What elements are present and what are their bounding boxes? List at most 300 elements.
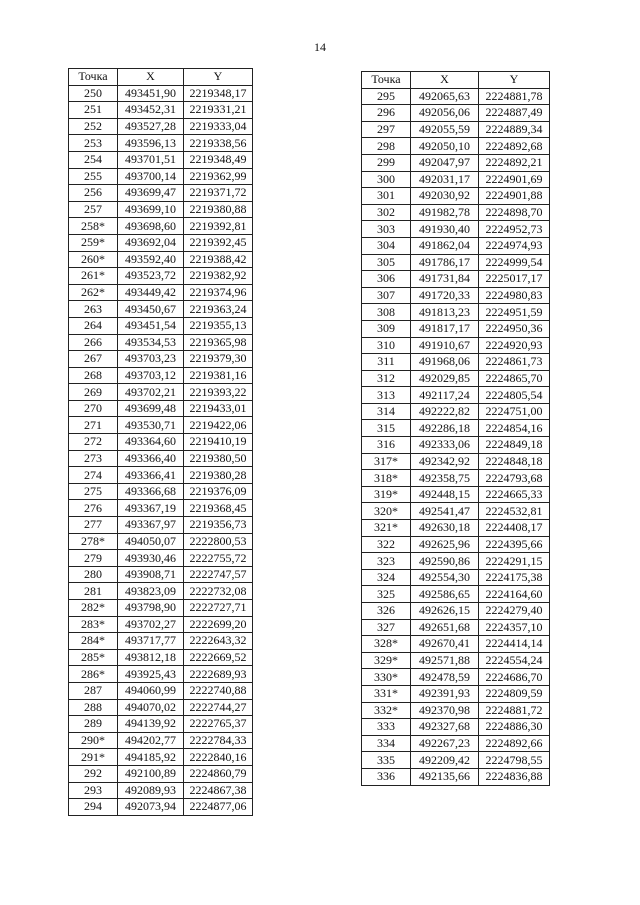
x-cell: 492047,97 (411, 154, 479, 171)
table-row (362, 669, 550, 686)
y-cell: 2219362,99 (184, 168, 253, 185)
table-row (362, 138, 550, 155)
point-cell: 321* (362, 520, 411, 537)
x-cell: 491910,67 (411, 337, 479, 354)
point-cell: 302 (362, 204, 411, 221)
table-row (69, 400, 253, 417)
table-row (362, 304, 550, 321)
table-row (362, 553, 550, 570)
x-cell: 493451,54 (118, 317, 184, 334)
point-cell: 266 (69, 334, 118, 351)
table-row (69, 616, 253, 633)
point-cell: 267 (69, 351, 118, 368)
column-header-x: X (118, 69, 184, 86)
y-cell: 2224974,93 (479, 237, 550, 254)
table-row (362, 271, 550, 288)
x-cell: 491982,78 (411, 204, 479, 221)
y-cell: 2224952,73 (479, 221, 550, 238)
point-cell: 254 (69, 151, 118, 168)
point-cell: 298 (362, 138, 411, 155)
column-header-x: X (411, 72, 479, 89)
y-cell: 2224892,21 (479, 154, 550, 171)
x-cell: 494060,99 (118, 682, 184, 699)
point-cell: 293 (69, 782, 118, 799)
table-row (69, 284, 253, 301)
table-row (362, 486, 550, 503)
y-cell: 2224357,10 (479, 619, 550, 636)
point-cell: 296 (362, 105, 411, 122)
table-row (69, 384, 253, 401)
point-cell: 327 (362, 619, 411, 636)
point-cell: 335 (362, 752, 411, 769)
point-cell: 307 (362, 287, 411, 304)
y-cell: 2222755,72 (184, 550, 253, 567)
point-cell: 306 (362, 271, 411, 288)
point-cell: 255 (69, 168, 118, 185)
x-cell: 494070,02 (118, 699, 184, 716)
table-row (69, 649, 253, 666)
table-row (69, 682, 253, 699)
y-cell: 2222732,08 (184, 583, 253, 600)
y-cell: 2224793,68 (479, 470, 550, 487)
table-row (362, 636, 550, 653)
x-cell: 493366,40 (118, 450, 184, 467)
x-cell: 493367,19 (118, 500, 184, 517)
point-cell: 313 (362, 387, 411, 404)
point-cell: 264 (69, 317, 118, 334)
x-cell: 492590,86 (411, 553, 479, 570)
x-cell: 491968,06 (411, 354, 479, 371)
y-cell: 2219393,22 (184, 384, 253, 401)
table-row (69, 185, 253, 202)
table-row (69, 765, 253, 782)
y-cell: 2219380,50 (184, 450, 253, 467)
y-cell: 2219363,24 (184, 301, 253, 318)
x-cell: 493703,12 (118, 367, 184, 384)
table-row (69, 367, 253, 384)
point-cell: 336 (362, 768, 411, 785)
x-cell: 493366,41 (118, 467, 184, 484)
y-cell: 2224532,81 (479, 503, 550, 520)
x-cell: 493449,42 (118, 284, 184, 301)
page-number: 14 (314, 40, 326, 54)
x-cell: 492333,06 (411, 437, 479, 454)
table-row (69, 500, 253, 517)
x-cell: 492135,66 (411, 768, 479, 785)
x-cell: 493530,71 (118, 417, 184, 434)
x-cell: 493925,43 (118, 666, 184, 683)
y-cell: 2219333,04 (184, 118, 253, 135)
table-row (69, 517, 253, 534)
y-cell: 2224279,40 (479, 603, 550, 620)
table-row (362, 154, 550, 171)
point-cell: 289 (69, 716, 118, 733)
point-cell: 284* (69, 633, 118, 650)
point-cell: 273 (69, 450, 118, 467)
point-cell: 316 (362, 437, 411, 454)
x-cell: 493366,68 (118, 483, 184, 500)
table-row (362, 503, 550, 520)
y-cell: 2224164,60 (479, 586, 550, 603)
point-cell: 315 (362, 420, 411, 437)
table-row (69, 268, 253, 285)
table-row (362, 387, 550, 404)
table-row (69, 85, 253, 102)
x-cell: 492630,18 (411, 520, 479, 537)
table-row (362, 403, 550, 420)
table-row (69, 699, 253, 716)
y-cell: 2222747,57 (184, 566, 253, 583)
point-cell: 263 (69, 301, 118, 318)
x-cell: 492342,92 (411, 453, 479, 470)
point-cell: 256 (69, 185, 118, 202)
y-cell: 2224291,15 (479, 553, 550, 570)
x-cell: 492391,93 (411, 685, 479, 702)
x-cell: 492030,92 (411, 188, 479, 205)
point-cell: 279 (69, 550, 118, 567)
point-cell: 285* (69, 649, 118, 666)
table-row (362, 105, 550, 122)
point-cell: 292 (69, 765, 118, 782)
y-cell: 2224901,69 (479, 171, 550, 188)
table-row (362, 204, 550, 221)
x-cell: 492586,65 (411, 586, 479, 603)
x-cell: 491817,17 (411, 320, 479, 337)
y-cell: 2224798,55 (479, 752, 550, 769)
table-row (69, 749, 253, 766)
table-row (69, 317, 253, 334)
point-cell: 330* (362, 669, 411, 686)
x-cell: 491813,23 (411, 304, 479, 321)
y-cell: 2222800,53 (184, 533, 253, 550)
point-cell: 277 (69, 517, 118, 534)
point-cell: 281 (69, 583, 118, 600)
table-row (362, 520, 550, 537)
y-cell: 2224901,88 (479, 188, 550, 205)
point-cell: 290* (69, 732, 118, 749)
table-row (69, 716, 253, 733)
point-cell: 322 (362, 536, 411, 553)
x-cell: 493596,13 (118, 135, 184, 152)
table-row (69, 533, 253, 550)
table-row (69, 417, 253, 434)
y-cell: 2222669,52 (184, 649, 253, 666)
point-cell: 326 (362, 603, 411, 620)
table-row (362, 470, 550, 487)
x-cell: 493534,53 (118, 334, 184, 351)
point-cell: 334 (362, 735, 411, 752)
y-cell: 2225017,17 (479, 271, 550, 288)
y-cell: 2219388,42 (184, 251, 253, 268)
x-cell: 493698,60 (118, 218, 184, 235)
y-cell: 2222727,71 (184, 600, 253, 617)
x-cell: 493592,40 (118, 251, 184, 268)
point-cell: 320* (362, 503, 411, 520)
y-cell: 2224886,30 (479, 719, 550, 736)
table-row (69, 334, 253, 351)
x-cell: 493717,77 (118, 633, 184, 650)
x-cell: 492222,82 (411, 403, 479, 420)
x-cell: 492117,24 (411, 387, 479, 404)
x-cell: 494050,07 (118, 533, 184, 550)
y-cell: 2224980,83 (479, 287, 550, 304)
point-cell: 269 (69, 384, 118, 401)
x-cell: 493930,46 (118, 550, 184, 567)
x-cell: 491731,84 (411, 271, 479, 288)
point-cell: 319* (362, 486, 411, 503)
point-cell: 323 (362, 553, 411, 570)
y-cell: 2219338,56 (184, 135, 253, 152)
x-cell: 492209,42 (411, 752, 479, 769)
y-cell: 2224892,68 (479, 138, 550, 155)
x-cell: 492625,96 (411, 536, 479, 553)
point-cell: 294 (69, 799, 118, 816)
point-cell: 332* (362, 702, 411, 719)
x-cell: 492100,89 (118, 765, 184, 782)
y-cell: 2219379,30 (184, 351, 253, 368)
point-cell: 309 (362, 320, 411, 337)
table-row (69, 583, 253, 600)
table-header-row (362, 72, 550, 89)
table-row (362, 420, 550, 437)
y-cell: 2219356,73 (184, 517, 253, 534)
y-cell: 2224865,70 (479, 370, 550, 387)
x-cell: 494139,92 (118, 716, 184, 733)
x-cell: 493812,18 (118, 649, 184, 666)
point-cell: 276 (69, 500, 118, 517)
y-cell: 2224848,18 (479, 453, 550, 470)
y-cell: 2224881,78 (479, 88, 550, 105)
y-cell: 2219381,16 (184, 367, 253, 384)
x-cell: 493450,67 (118, 301, 184, 318)
table-row (69, 168, 253, 185)
point-cell: 308 (362, 304, 411, 321)
point-cell: 251 (69, 102, 118, 119)
y-cell: 2219376,09 (184, 483, 253, 500)
y-cell: 2219392,45 (184, 234, 253, 251)
x-cell: 493798,90 (118, 600, 184, 617)
table-row (69, 483, 253, 500)
point-cell: 287 (69, 682, 118, 699)
table-row (362, 619, 550, 636)
table-row (362, 171, 550, 188)
table-row (69, 351, 253, 368)
y-cell: 2224665,33 (479, 486, 550, 503)
table-row (69, 434, 253, 451)
point-cell: 328* (362, 636, 411, 653)
table-row (362, 702, 550, 719)
x-cell: 491720,33 (411, 287, 479, 304)
y-cell: 2222643,32 (184, 633, 253, 650)
x-cell: 493451,90 (118, 85, 184, 102)
table-row (69, 450, 253, 467)
column-header-point: Точка (69, 69, 118, 86)
point-cell: 271 (69, 417, 118, 434)
point-cell: 259* (69, 234, 118, 251)
x-cell: 492089,93 (118, 782, 184, 799)
x-cell: 493701,51 (118, 151, 184, 168)
y-cell: 2224861,73 (479, 354, 550, 371)
y-cell: 2219355,13 (184, 317, 253, 334)
x-cell: 493523,72 (118, 268, 184, 285)
table-row (362, 188, 550, 205)
y-cell: 2219374,96 (184, 284, 253, 301)
table-row (362, 354, 550, 371)
point-cell: 318* (362, 470, 411, 487)
x-cell: 492073,94 (118, 799, 184, 816)
y-cell: 2219348,17 (184, 85, 253, 102)
coordinates-table-left (68, 68, 253, 816)
x-cell: 493702,27 (118, 616, 184, 633)
y-cell: 2219348,49 (184, 151, 253, 168)
point-cell: 278* (69, 533, 118, 550)
point-cell: 261* (69, 268, 118, 285)
point-cell: 253 (69, 135, 118, 152)
y-cell: 2224877,06 (184, 799, 253, 816)
point-cell: 291* (69, 749, 118, 766)
table-row (69, 218, 253, 235)
table-row (362, 370, 550, 387)
table-row (362, 88, 550, 105)
x-cell: 492055,59 (411, 121, 479, 138)
x-cell: 493703,23 (118, 351, 184, 368)
point-cell: 283* (69, 616, 118, 633)
table-row (362, 752, 550, 769)
table-header-row (69, 69, 253, 86)
y-cell: 2219365,98 (184, 334, 253, 351)
column-header-y: Y (184, 69, 253, 86)
x-cell: 492651,68 (411, 619, 479, 636)
x-cell: 492029,85 (411, 370, 479, 387)
table-row (362, 652, 550, 669)
y-cell: 2224849,18 (479, 437, 550, 454)
x-cell: 491786,17 (411, 254, 479, 271)
point-cell: 262* (69, 284, 118, 301)
table-row (69, 550, 253, 567)
x-cell: 492050,10 (411, 138, 479, 155)
x-cell: 492286,18 (411, 420, 479, 437)
y-cell: 2219380,88 (184, 201, 253, 218)
x-cell: 492541,47 (411, 503, 479, 520)
y-cell: 2219368,45 (184, 500, 253, 517)
x-cell: 493823,09 (118, 583, 184, 600)
point-cell: 310 (362, 337, 411, 354)
y-cell: 2219392,81 (184, 218, 253, 235)
x-cell: 492626,15 (411, 603, 479, 620)
table-row (69, 666, 253, 683)
table-row (362, 768, 550, 785)
x-cell: 493452,31 (118, 102, 184, 119)
table-row (362, 569, 550, 586)
x-cell: 491862,04 (411, 237, 479, 254)
y-cell: 2224898,70 (479, 204, 550, 221)
point-cell: 272 (69, 434, 118, 451)
y-cell: 2224414,14 (479, 636, 550, 653)
table-row (69, 732, 253, 749)
point-cell: 274 (69, 467, 118, 484)
y-cell: 2224175,38 (479, 569, 550, 586)
point-cell: 288 (69, 699, 118, 716)
table-row (362, 685, 550, 702)
table-row (362, 453, 550, 470)
point-cell: 331* (362, 685, 411, 702)
table-row (362, 237, 550, 254)
y-cell: 2224999,54 (479, 254, 550, 271)
y-cell: 2222740,88 (184, 682, 253, 699)
table-row (362, 320, 550, 337)
point-cell: 312 (362, 370, 411, 387)
table-row (69, 151, 253, 168)
table-row (362, 536, 550, 553)
x-cell: 493699,10 (118, 201, 184, 218)
point-cell: 250 (69, 85, 118, 102)
column-header-y: Y (479, 72, 550, 89)
table-row (362, 121, 550, 138)
point-cell: 305 (362, 254, 411, 271)
table-row (69, 102, 253, 119)
x-cell: 492327,68 (411, 719, 479, 736)
y-cell: 2224951,59 (479, 304, 550, 321)
y-cell: 2224881,72 (479, 702, 550, 719)
x-cell: 491930,40 (411, 221, 479, 238)
x-cell: 493699,47 (118, 185, 184, 202)
point-cell: 257 (69, 201, 118, 218)
y-cell: 2224867,38 (184, 782, 253, 799)
x-cell: 494185,92 (118, 749, 184, 766)
y-cell: 2224554,24 (479, 652, 550, 669)
y-cell: 2219371,72 (184, 185, 253, 202)
table-row (69, 234, 253, 251)
x-cell: 492031,17 (411, 171, 479, 188)
y-cell: 2219410,19 (184, 434, 253, 451)
table-row (362, 287, 550, 304)
point-cell: 299 (362, 154, 411, 171)
point-cell: 311 (362, 354, 411, 371)
y-cell: 2224395,66 (479, 536, 550, 553)
x-cell: 492358,75 (411, 470, 479, 487)
table-row (69, 600, 253, 617)
x-cell: 493700,14 (118, 168, 184, 185)
point-cell: 324 (362, 569, 411, 586)
y-cell: 2224809,59 (479, 685, 550, 702)
y-cell: 2224950,36 (479, 320, 550, 337)
x-cell: 492056,06 (411, 105, 479, 122)
x-cell: 492571,88 (411, 652, 479, 669)
y-cell: 2222689,93 (184, 666, 253, 683)
table-row (69, 201, 253, 218)
table-row (362, 719, 550, 736)
y-cell: 2224751,00 (479, 403, 550, 420)
point-cell: 295 (362, 88, 411, 105)
x-cell: 493364,60 (118, 434, 184, 451)
y-cell: 2222765,37 (184, 716, 253, 733)
y-cell: 2224892,66 (479, 735, 550, 752)
point-cell: 258* (69, 218, 118, 235)
x-cell: 494202,77 (118, 732, 184, 749)
column-header-point: Точка (362, 72, 411, 89)
x-cell: 493908,71 (118, 566, 184, 583)
point-cell: 275 (69, 483, 118, 500)
point-cell: 297 (362, 121, 411, 138)
x-cell: 492267,23 (411, 735, 479, 752)
table-row (69, 301, 253, 318)
y-cell: 2219380,28 (184, 467, 253, 484)
point-cell: 325 (362, 586, 411, 603)
point-cell: 317* (362, 453, 411, 470)
x-cell: 493692,04 (118, 234, 184, 251)
point-cell: 303 (362, 221, 411, 238)
point-cell: 270 (69, 400, 118, 417)
